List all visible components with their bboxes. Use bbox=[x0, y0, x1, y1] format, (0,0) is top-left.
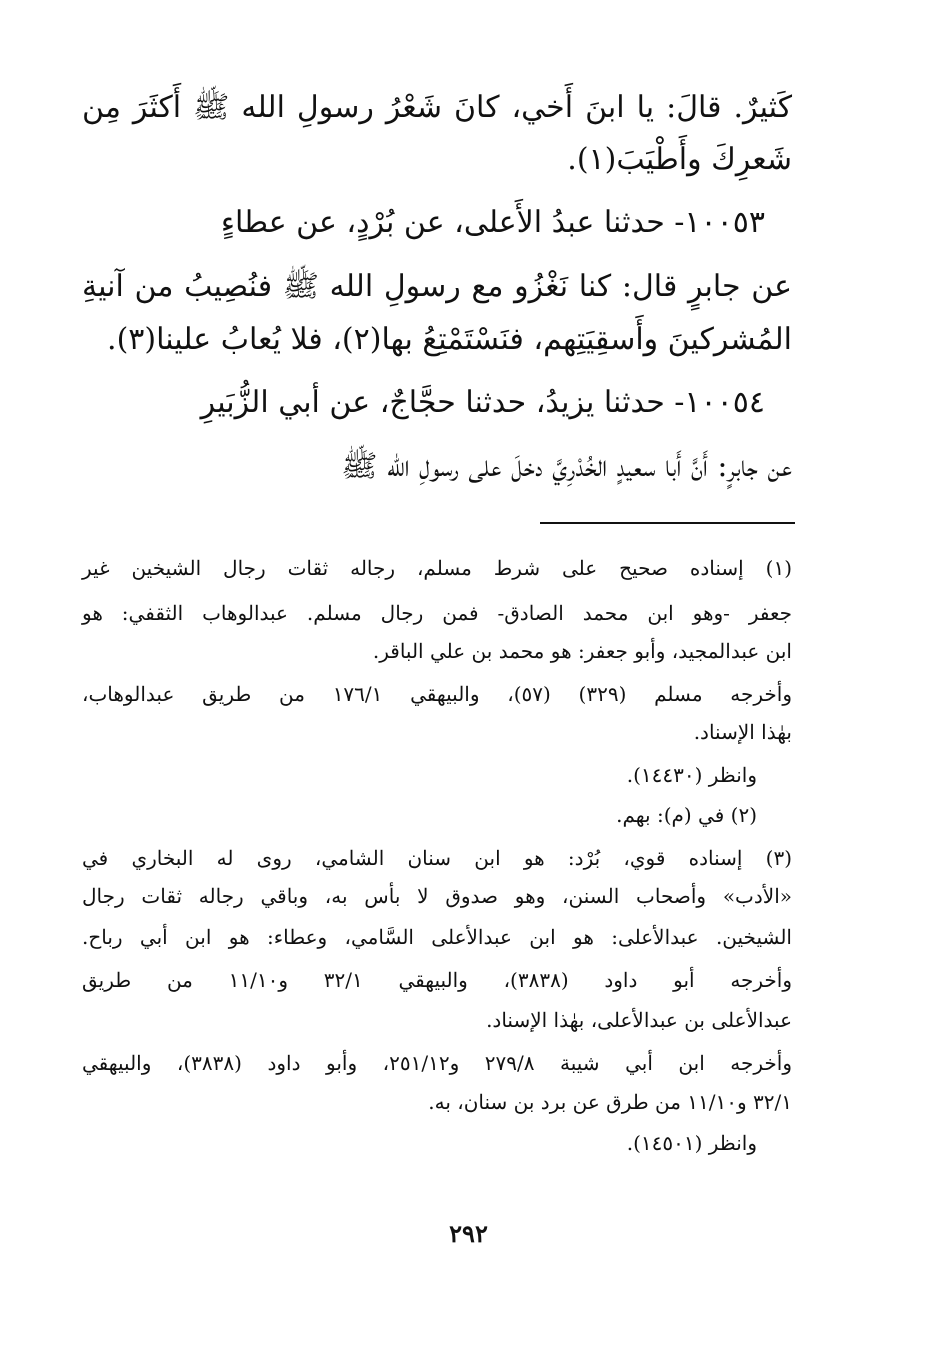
footnote-line-11: وأخرجه أبو داود (٣٨٣٨)، والبيهقي ٣٢/١ و١١/١٠ من طريق bbox=[82, 968, 793, 992]
footnote-separator bbox=[540, 522, 795, 524]
hadith-heading-10054: ١٠٠٥٤- حدثنا يزيدُ، حدثنا حجَّاجٌ، عن أبي الزُّبَيرِ bbox=[200, 385, 765, 420]
main-text-line-4: عن جابرٍ قال: كنا نَغْزُو مع رسولِ الله ﷺ فنُصِيبُ من آنيةِ bbox=[82, 269, 792, 304]
footnote-line-14: ٣٢/١ و١١/١٠ من طرق عن برد بن سنان، به. bbox=[428, 1090, 792, 1114]
main-text-line-1: كَثيرٌ. قالَ: يا ابنَ أَخي، كانَ شَعْرُ رسولِ الله ﷺ أَكثَرَ مِن bbox=[82, 90, 793, 125]
footnote-line-9: «الأدب» وأصحاب السنن، وهو صدوق لا بأس به، وباقي رجاله ثقات رجال bbox=[82, 884, 792, 908]
main-text-line-2: شَعرِكَ وأَطْيَبَ(١). bbox=[567, 142, 792, 177]
footnote-line-2: جعفر -وهو ابن محمد الصادق- فمن رجال مسلم. عبدالوهاب الثقفي: هو bbox=[82, 601, 792, 625]
footnote-line-4: وأخرجه مسلم (٣٢٩) (٥٧)، والبيهقي ١٧٦/١ من طريق عبدالوهاب، bbox=[82, 682, 792, 706]
footnote-line-3: ابن عبدالمجيد، وأبو جعفر: هو محمد بن علي الباقر. bbox=[372, 639, 792, 663]
footnote-line-15: وانظر (١٤٥٠١). bbox=[626, 1131, 757, 1155]
footnote-line-8: (٣) إسناده قوي، بُرْد: هو ابن سنان الشامي، روى له البخاري في bbox=[82, 846, 792, 870]
footnote-line-12: عبدالأعلى بن عبدالأعلى، بهٰذا الإسناد. bbox=[486, 1008, 792, 1032]
hadith-heading-10053: ١٠٠٥٣- حدثنا عبدُ الأَعلى، عن بُرْدٍ، عن عطاءٍ bbox=[220, 205, 765, 240]
main-text-line-7: عن جابرٍ: أَنَّ أَبا سعيدٍ الخُدْرِيَّ دخلَ على رسولِ الله ﷺ bbox=[341, 449, 792, 484]
footnote-line-1: (١) إسناده صحيح على شرط مسلم، رجاله ثقات رجال الشيخين غير bbox=[82, 556, 792, 580]
footnote-line-13: وأخرجه ابن أبي شيبة ٢٧٩/٨ و٢٥١/١٢، وأبو داود (٣٨٣٨)، والبيهقي bbox=[82, 1051, 792, 1075]
footnote-line-5: بهٰذا الإسناد. bbox=[693, 720, 792, 744]
page-number: ٢٩٢ bbox=[449, 1219, 488, 1248]
footnote-line-7: (٢) في (م): بهم. bbox=[616, 803, 757, 827]
footnote-line-10: الشيخين. عبدالأعلى: هو ابن عبدالأعلى السَّامي، وعطاء: هو ابن أبي رباح. bbox=[82, 925, 792, 949]
main-text-line-5: المُشركينَ وأَسقِيَتِهم، فنَسْتَمْتِعُ بها(٢)، فلا يُعابُ علينا(٣). bbox=[107, 322, 792, 357]
footnote-line-6: وانظر (١٤٤٣٠). bbox=[626, 763, 757, 787]
